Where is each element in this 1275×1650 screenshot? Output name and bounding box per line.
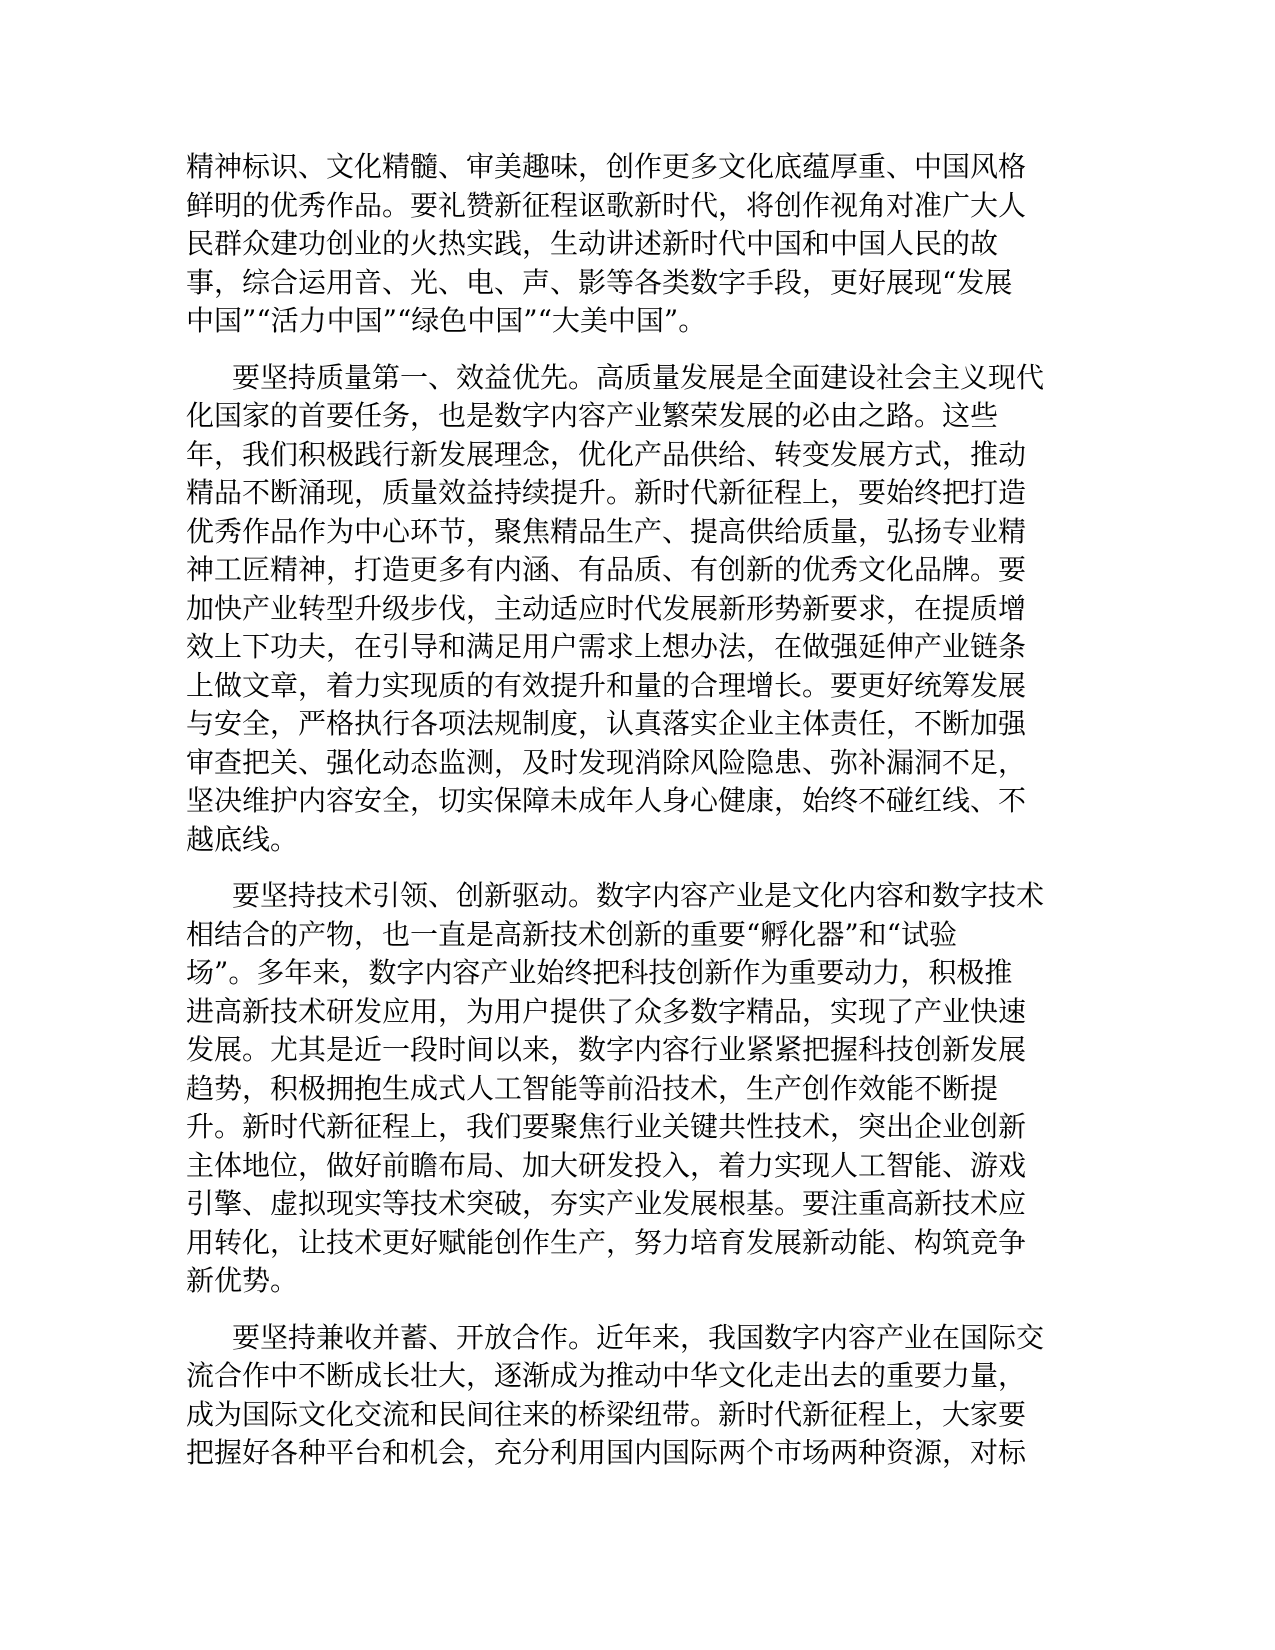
text-line: 用转化，让技术更好赋能创作生产，努力培育发展新动能、构筑竞争 [186, 1225, 1027, 1259]
text-line: 年，我们积极践行新发展理念，优化产品供给、转变发展方式，推动 [186, 437, 1027, 471]
text-line: 鲜明的优秀作品。要礼赞新征程讴歌新时代，将创作视角对准广大人 [186, 188, 1027, 222]
text-line: 进高新技术研发应用，为用户提供了众多数字精品，实现了产业快速 [186, 994, 1027, 1028]
body-text [186, 148, 1086, 1491]
text-line: 把握好各种平台和机会，充分利用国内国际两个市场两种资源，对标 [186, 1436, 1027, 1469]
text-line: 升。新时代新征程上，我们要聚焦行业关键共性技术，突出企业创新 [186, 1110, 1027, 1143]
text-line: 主体地位，做好前瞻布局、加大研发投入，着力实现人工智能、游戏 [186, 1148, 1027, 1182]
text-line: 越底线。 [186, 822, 299, 856]
text-line: 新优势。 [186, 1264, 299, 1297]
text-line: 要坚持兼收并蓄、开放合作。近年来，我国数字内容产业在国际交 [232, 1320, 1045, 1354]
text-line: 效上下功夫，在引导和满足用户需求上想办法，在做强延伸产业链条 [186, 630, 1027, 663]
text-line: 精品不断涌现，质量效益持续提升。新时代新征程上，要始终把打造 [186, 476, 1027, 509]
paragraph [186, 877, 1086, 1301]
text-line: 优秀作品作为中心环节，聚焦精品生产、提高供给质量，弘扬专业精 [186, 514, 1027, 548]
paragraph [186, 148, 1086, 341]
text-line: 与安全，严格执行各项法规制度，认真落实企业主体责任，不断加强 [186, 707, 1027, 740]
text-line: 事，综合运用音、光、电、声、影等各类数字手段，更好展现“发展 [186, 265, 1013, 299]
paragraph [186, 359, 1086, 860]
text-line: 神工匠精神，打造更多有内涵、有品质、有创新的优秀文化品牌。要 [186, 553, 1027, 586]
text-line: 要坚持质量第一、效益优先。高质量发展是全面建设社会主义现代 [232, 360, 1045, 394]
text-line: 化国家的首要任务，也是数字内容产业繁荣发展的必由之路。这些 [186, 399, 999, 432]
text-line: 要坚持技术引领、创新驱动。数字内容产业是文化内容和数字技术 [232, 879, 1045, 912]
text-line: 民群众建功创业的火热实践，生动讲述新时代中国和中国人民的故 [186, 227, 999, 260]
text-line: 成为国际文化交流和民间往来的桥梁纽带。新时代新征程上，大家要 [186, 1397, 1027, 1431]
text-line: 发展。尤其是近一段时间以来，数字内容行业紧紧把握科技创新发展 [186, 1033, 1027, 1066]
text-line: 精神标识、文化精髓、审美趣味，创作更多文化底蕴厚重、中国风格 [186, 150, 1027, 183]
paragraph [186, 1319, 1086, 1473]
text-line: 趋势，积极拥抱生成式人工智能等前沿技术，生产创作效能不断提 [186, 1071, 999, 1105]
text-line: 审查把关、强化动态监测，及时发现消除风险隐患、弥补漏洞不足， [186, 745, 1027, 779]
text-line: 引擎、虚拟现实等技术突破，夯实产业发展根基。要注重高新技术应 [186, 1187, 1027, 1220]
text-line: 上做文章，着力实现质的有效提升和量的合理增长。要更好统筹发展 [186, 668, 1027, 702]
text-line: 加快产业转型升级步伐，主动适应时代发展新形势新要求，在提质增 [186, 591, 1027, 625]
text-line: 场”。多年来，数字内容产业始终把科技创新作为重要动力，积极推 [186, 956, 1013, 989]
text-line: 坚决维护内容安全，切实保障未成年人身心健康，始终不碰红线、不 [186, 784, 1027, 817]
text-line: 中国”“活力中国”“绿色中国”“大美中国”。 [186, 304, 707, 337]
text-line: 流合作中不断成长壮大，逐渐成为推动中华文化走出去的重要力量， [186, 1359, 1027, 1392]
text-line: 相结合的产物，也一直是高新技术创新的重要“孵化器”和“试验 [186, 917, 957, 951]
